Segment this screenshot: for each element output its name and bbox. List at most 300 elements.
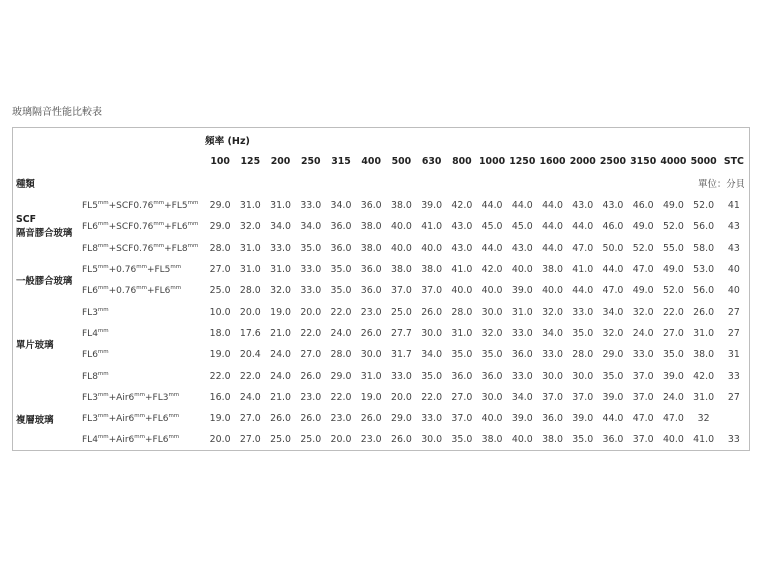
value-cell: 27.0 [451,391,473,403]
value-cell: 44.0 [511,200,533,212]
value-cell: 35.0 [481,349,503,361]
value-cell: 33.0 [300,285,322,297]
spec-unit: mm [136,264,147,271]
glass-category-line: 一般膠合玻璃 [16,276,73,288]
value-cell: 37.0 [542,391,563,403]
value-cell: 29.0 [330,370,352,382]
value-cell: 24.0 [662,391,684,403]
value-cell: 21.0 [270,391,291,403]
glass-spec [81,344,205,365]
value-cell: 32.0 [239,221,261,233]
value-cell: 58.0 [693,242,715,254]
value-cell: 37.0 [451,413,473,425]
value-cell: 36.0 [330,221,352,233]
value-cell: 18.0 [209,327,231,339]
value-cell: 56.0 [693,221,715,233]
value-cell: 27.0 [662,327,684,339]
value-cell: 27.0 [209,264,231,276]
value-cell: 33.0 [300,264,322,276]
value-cell: 28.0 [209,242,231,254]
value-cell: 41.0 [572,264,594,276]
unit-label: 單位：分貝 [698,179,745,190]
value-cell: 36.0 [481,370,503,382]
spec-unit: mm [97,221,109,228]
spec-part: +SCF0.76 [108,201,154,212]
frequency-header: 400 [361,156,381,167]
value-cell: 24.0 [330,327,352,339]
value-cell: 25.0 [390,306,412,318]
value-cell: 28.0 [572,349,594,361]
value-cell: 38.0 [542,434,563,446]
spec-unit: mm [136,285,147,292]
value-cell: 47.0 [662,413,684,425]
spec-part: +FL6 [144,414,169,425]
value-cell: 20.0 [209,434,231,446]
spec-unit: mm [134,413,145,420]
value-cell: 27.0 [239,413,261,425]
value-cell: 49.0 [662,200,684,212]
kind-label: 種類 [16,179,35,190]
table-row [13,280,749,301]
value-cell: 52.0 [632,242,654,254]
value-cell: 34.0 [330,200,352,212]
value-cell: 16.0 [209,391,231,403]
spec-part: FL8 [82,243,98,254]
spec-unit: mm [97,434,109,441]
value-cell: 27 [727,327,740,339]
value-cell: 26.0 [360,413,382,425]
value-cell: 40.0 [511,264,533,276]
value-cell: 33.0 [511,327,533,339]
value-cell: 39.0 [662,370,684,382]
value-cell: 26.0 [300,370,322,382]
spec-unit: mm [97,413,109,420]
value-cell: 40.0 [390,242,412,254]
glass-spec [81,408,205,429]
value-cell: 36.0 [451,370,473,382]
value-cell: 35.0 [451,434,473,446]
spec-part: +FL6 [164,222,188,233]
value-cell: 35.0 [662,349,684,361]
value-cell: 34.0 [270,221,291,233]
value-cell: 47.0 [632,264,654,276]
spec-part: +Air6 [108,435,135,446]
spec-part: +0.76 [108,286,137,297]
value-cell: 44.0 [542,242,563,254]
value-cell: 31.0 [270,200,291,212]
value-cell: 26.0 [390,434,412,446]
value-cell: 36.0 [360,200,382,212]
value-cell: 19.0 [270,306,291,318]
frequency-header: 500 [391,156,412,167]
value-cell: 43.0 [572,200,594,212]
value-cell: 47.0 [632,413,654,425]
spec-unit: mm [170,264,182,271]
spec-unit: mm [153,200,165,207]
value-cell: 42.0 [451,200,473,212]
value-cell: 46.0 [602,221,624,233]
spec-part: +FL5 [164,201,188,212]
frequency-header: 125 [240,156,261,167]
glass-category [13,259,81,302]
glass-spec [81,387,205,408]
value-cell: 55.0 [662,242,684,254]
spec-part: +FL8 [164,243,188,254]
frequency-header: 250 [300,156,321,167]
value-cell: 33.0 [421,413,443,425]
glass-spec [81,259,205,280]
value-cell: 36.0 [360,264,382,276]
value-cell: 44.0 [572,221,594,233]
value-cell: 31.0 [270,264,291,276]
value-cell: 22.0 [300,327,322,339]
value-cell: 22.0 [421,391,443,403]
value-cell: 36.0 [360,285,382,297]
spec-part: FL6 [82,350,98,361]
value-cell: 33.0 [390,370,412,382]
value-cell: 38.0 [481,434,503,446]
value-cell: 23.0 [360,306,382,318]
spec-part: +FL6 [144,435,169,446]
table-row [13,323,749,344]
table-row [13,429,749,450]
spec-part: FL3 [82,307,98,318]
glass-spec [81,195,205,216]
value-cell: 41.0 [451,264,473,276]
spec-part: +Air6 [108,414,135,425]
value-cell: 24.0 [632,327,654,339]
value-cell: 22.0 [209,370,231,382]
value-cell: 40.0 [390,221,412,233]
value-cell: 26.0 [693,306,715,318]
value-cell: 35.0 [330,264,352,276]
value-cell: 33.0 [270,242,291,254]
value-cell: 41 [727,200,740,212]
value-cell: 39.0 [572,413,594,425]
value-cell: 44.0 [602,264,624,276]
value-cell: 25.0 [300,434,322,446]
value-cell: 31.0 [360,370,382,382]
value-cell: 31.0 [451,327,473,339]
spec-unit: mm [134,434,145,441]
table-row [13,365,749,386]
value-cell: 26.0 [421,306,443,318]
value-cell: 29.0 [390,413,412,425]
value-cell: 31.0 [511,306,533,318]
value-cell: 47.0 [572,242,594,254]
sound-insulation-table [12,127,750,451]
value-cell: 35.0 [602,370,624,382]
glass-spec [81,323,205,344]
value-cell: 38.0 [390,200,412,212]
value-cell: 21.0 [270,327,291,339]
value-cell: 30.0 [421,434,443,446]
table-row [13,301,749,322]
frequency-header: 4000 [660,156,687,167]
value-cell: 52.0 [662,221,684,233]
value-cell: 27.0 [300,349,322,361]
value-cell: 22.0 [239,370,261,382]
table-row [13,259,749,280]
spec-unit: mm [170,285,182,292]
spec-unit: mm [168,413,180,420]
glass-spec [81,280,205,301]
value-cell: 27.7 [390,327,412,339]
value-cell: 47.0 [602,285,624,297]
spec-part: FL3 [82,414,98,425]
spec-part: FL5 [82,201,98,212]
frequency-header: 200 [270,156,291,167]
value-cell: 38.0 [360,242,382,254]
value-cell: 35.0 [300,242,322,254]
spec-unit: mm [153,242,165,249]
value-cell: 42.0 [693,370,715,382]
value-cell: 38.0 [421,264,443,276]
value-cell: 36.0 [511,349,533,361]
value-cell: 38.0 [693,349,715,361]
value-cell: 29.0 [209,200,231,212]
table-caption: 玻璃隔音性能比較表 [12,107,102,118]
value-cell: 39.0 [511,285,533,297]
value-cell: 24.0 [270,349,291,361]
glass-category-line: 單片玻璃 [16,340,54,352]
value-cell: 38.0 [360,221,382,233]
spec-unit: mm [134,391,145,398]
spec-unit: mm [97,200,109,207]
value-cell: 37.0 [632,370,654,382]
spec-unit: mm [187,200,199,207]
spec-unit: mm [187,242,199,249]
value-cell: 44.0 [602,413,624,425]
spec-part: FL8 [82,371,98,382]
value-cell: 27.0 [239,434,261,446]
frequency-header: 1250 [509,156,536,167]
table-row [13,195,749,216]
value-cell: 36.0 [330,242,352,254]
spec-unit: mm [168,434,180,441]
value-cell: 39.0 [421,200,443,212]
value-cell: 38.0 [390,264,412,276]
spec-part: +SCF0.76 [108,222,154,233]
value-cell: 32 [697,413,710,425]
value-cell: 34.0 [421,349,443,361]
value-cell: 43.0 [602,200,624,212]
value-cell: 44.0 [481,200,503,212]
glass-spec [81,429,205,450]
spec-unit: mm [153,221,165,228]
spec-part: FL5 [82,265,98,276]
spec-part: FL4 [82,435,98,446]
value-cell: 28.0 [451,306,473,318]
value-cell: 45.0 [511,221,533,233]
value-cell: 30.0 [572,370,594,382]
value-cell: 23.0 [300,391,322,403]
value-cell: 22.0 [330,391,352,403]
value-cell: 53.0 [693,264,715,276]
value-cell: 31.0 [239,200,261,212]
value-cell: 31.0 [239,242,261,254]
glass-category [13,387,81,451]
value-cell: 40.0 [481,285,503,297]
frequency-title: 頻率 (Hz) [205,136,250,147]
value-cell: 40.0 [481,413,503,425]
value-cell: 46.0 [632,200,654,212]
value-cell: 50.0 [602,242,624,254]
comparison-table [13,128,749,451]
table-row [13,387,749,408]
value-cell: 49.0 [632,285,654,297]
value-cell: 10.0 [209,306,231,318]
value-cell: 22.0 [662,306,684,318]
value-cell: 44.0 [542,221,563,233]
value-cell: 40.0 [662,434,684,446]
value-cell: 33.0 [572,306,594,318]
spec-unit: mm [97,349,109,356]
value-cell: 26.0 [300,413,322,425]
spec-unit: mm [97,306,109,313]
glass-spec [81,301,205,322]
value-cell: 41.0 [693,434,715,446]
value-cell: 20.0 [330,434,352,446]
value-cell: 27 [727,306,740,318]
value-cell: 35.0 [330,285,352,297]
value-cell: 40 [727,264,740,276]
table-row [13,238,749,259]
table-row [13,216,749,237]
value-cell: 39.0 [602,391,624,403]
glass-spec [81,238,205,259]
value-cell: 32.0 [481,327,503,339]
spec-part: +Air6 [108,392,135,403]
glass-category [13,301,81,386]
glass-category-line: 複層玻璃 [16,414,54,426]
value-cell: 23.0 [330,413,352,425]
value-cell: 31.0 [693,391,715,403]
value-cell: 35.0 [421,370,443,382]
spec-unit: mm [97,391,109,398]
value-cell: 31 [727,349,740,361]
value-cell: 24.0 [239,391,261,403]
value-cell: 19.0 [360,391,382,403]
value-cell: 37.0 [390,285,412,297]
value-cell: 20.0 [300,306,322,318]
frequency-header: 100 [210,156,230,167]
value-cell: 43.0 [451,221,473,233]
value-cell: 36.0 [602,434,624,446]
value-cell: 30.0 [360,349,382,361]
frequency-header: 1600 [539,156,566,167]
glass-category-line: SCF [16,214,37,226]
value-cell: 33 [727,370,740,382]
value-cell: 34.0 [511,391,533,403]
glass-spec [81,216,205,237]
glass-spec [81,365,205,386]
frequency-title-row [13,128,749,152]
value-cell: 33.0 [511,370,533,382]
spec-part: +FL5 [146,265,171,276]
frequency-header: 2500 [599,156,626,167]
value-cell: 39.0 [511,413,533,425]
value-cell: 29.0 [602,349,624,361]
value-cell: 23.0 [360,434,382,446]
value-cell: 32.0 [632,306,654,318]
value-cell: 33 [727,434,740,446]
value-cell: 52.0 [662,285,684,297]
frequency-header: 315 [331,156,351,167]
value-cell: 44.0 [481,242,503,254]
value-cell: 20.4 [239,349,261,361]
value-cell: 34.0 [542,327,563,339]
kind-unit-row [13,171,749,195]
value-cell: 20.0 [239,306,261,318]
value-cell: 33.0 [632,349,654,361]
frequency-header: 2000 [569,156,596,167]
frequency-header: 800 [452,156,472,167]
value-cell: 37.0 [632,434,654,446]
value-cell: 28.0 [330,349,352,361]
value-cell: 31.0 [239,264,261,276]
spec-part: FL4 [82,328,98,339]
value-cell: 40.0 [451,285,473,297]
value-cell: 32.0 [602,327,624,339]
value-cell: 37.0 [421,285,443,297]
frequency-header-row [13,152,749,171]
value-cell: 19.0 [209,349,231,361]
frequency-header: STC [723,156,744,167]
value-cell: 27 [727,391,740,403]
value-cell: 24.0 [270,370,291,382]
table-row [13,408,749,429]
value-cell: 44.0 [542,200,563,212]
value-cell: 49.0 [662,264,684,276]
spec-unit: mm [168,391,180,398]
value-cell: 31.0 [693,327,715,339]
spec-part: +0.76 [108,265,137,276]
value-cell: 33.0 [542,349,563,361]
spec-unit: mm [187,221,199,228]
value-cell: 37.0 [632,391,654,403]
value-cell: 44.0 [572,285,594,297]
spec-part: +SCF0.76 [108,243,154,254]
value-cell: 32.0 [270,285,291,297]
value-cell: 36.0 [542,413,563,425]
spec-unit: mm [97,285,109,292]
spec-unit: mm [97,242,109,249]
value-cell: 35.0 [451,349,473,361]
spec-unit: mm [97,327,109,334]
value-cell: 33.0 [300,200,322,212]
glass-category [13,195,81,259]
value-cell: 22.0 [330,306,352,318]
value-cell: 43 [727,221,740,233]
spec-part: FL6 [82,222,98,233]
value-cell: 17.6 [239,327,261,339]
value-cell: 35.0 [572,327,594,339]
value-cell: 37.0 [572,391,594,403]
value-cell: 30.0 [421,327,443,339]
value-cell: 52.0 [693,200,715,212]
value-cell: 40.0 [542,285,563,297]
value-cell: 34.0 [300,221,322,233]
value-cell: 43.0 [451,242,473,254]
value-cell: 49.0 [632,221,654,233]
value-cell: 34.0 [602,306,624,318]
spec-part: +FL6 [146,286,171,297]
value-cell: 41.0 [421,221,443,233]
value-cell: 45.0 [481,221,503,233]
value-cell: 19.0 [209,413,231,425]
frequency-header: 3150 [630,156,657,167]
